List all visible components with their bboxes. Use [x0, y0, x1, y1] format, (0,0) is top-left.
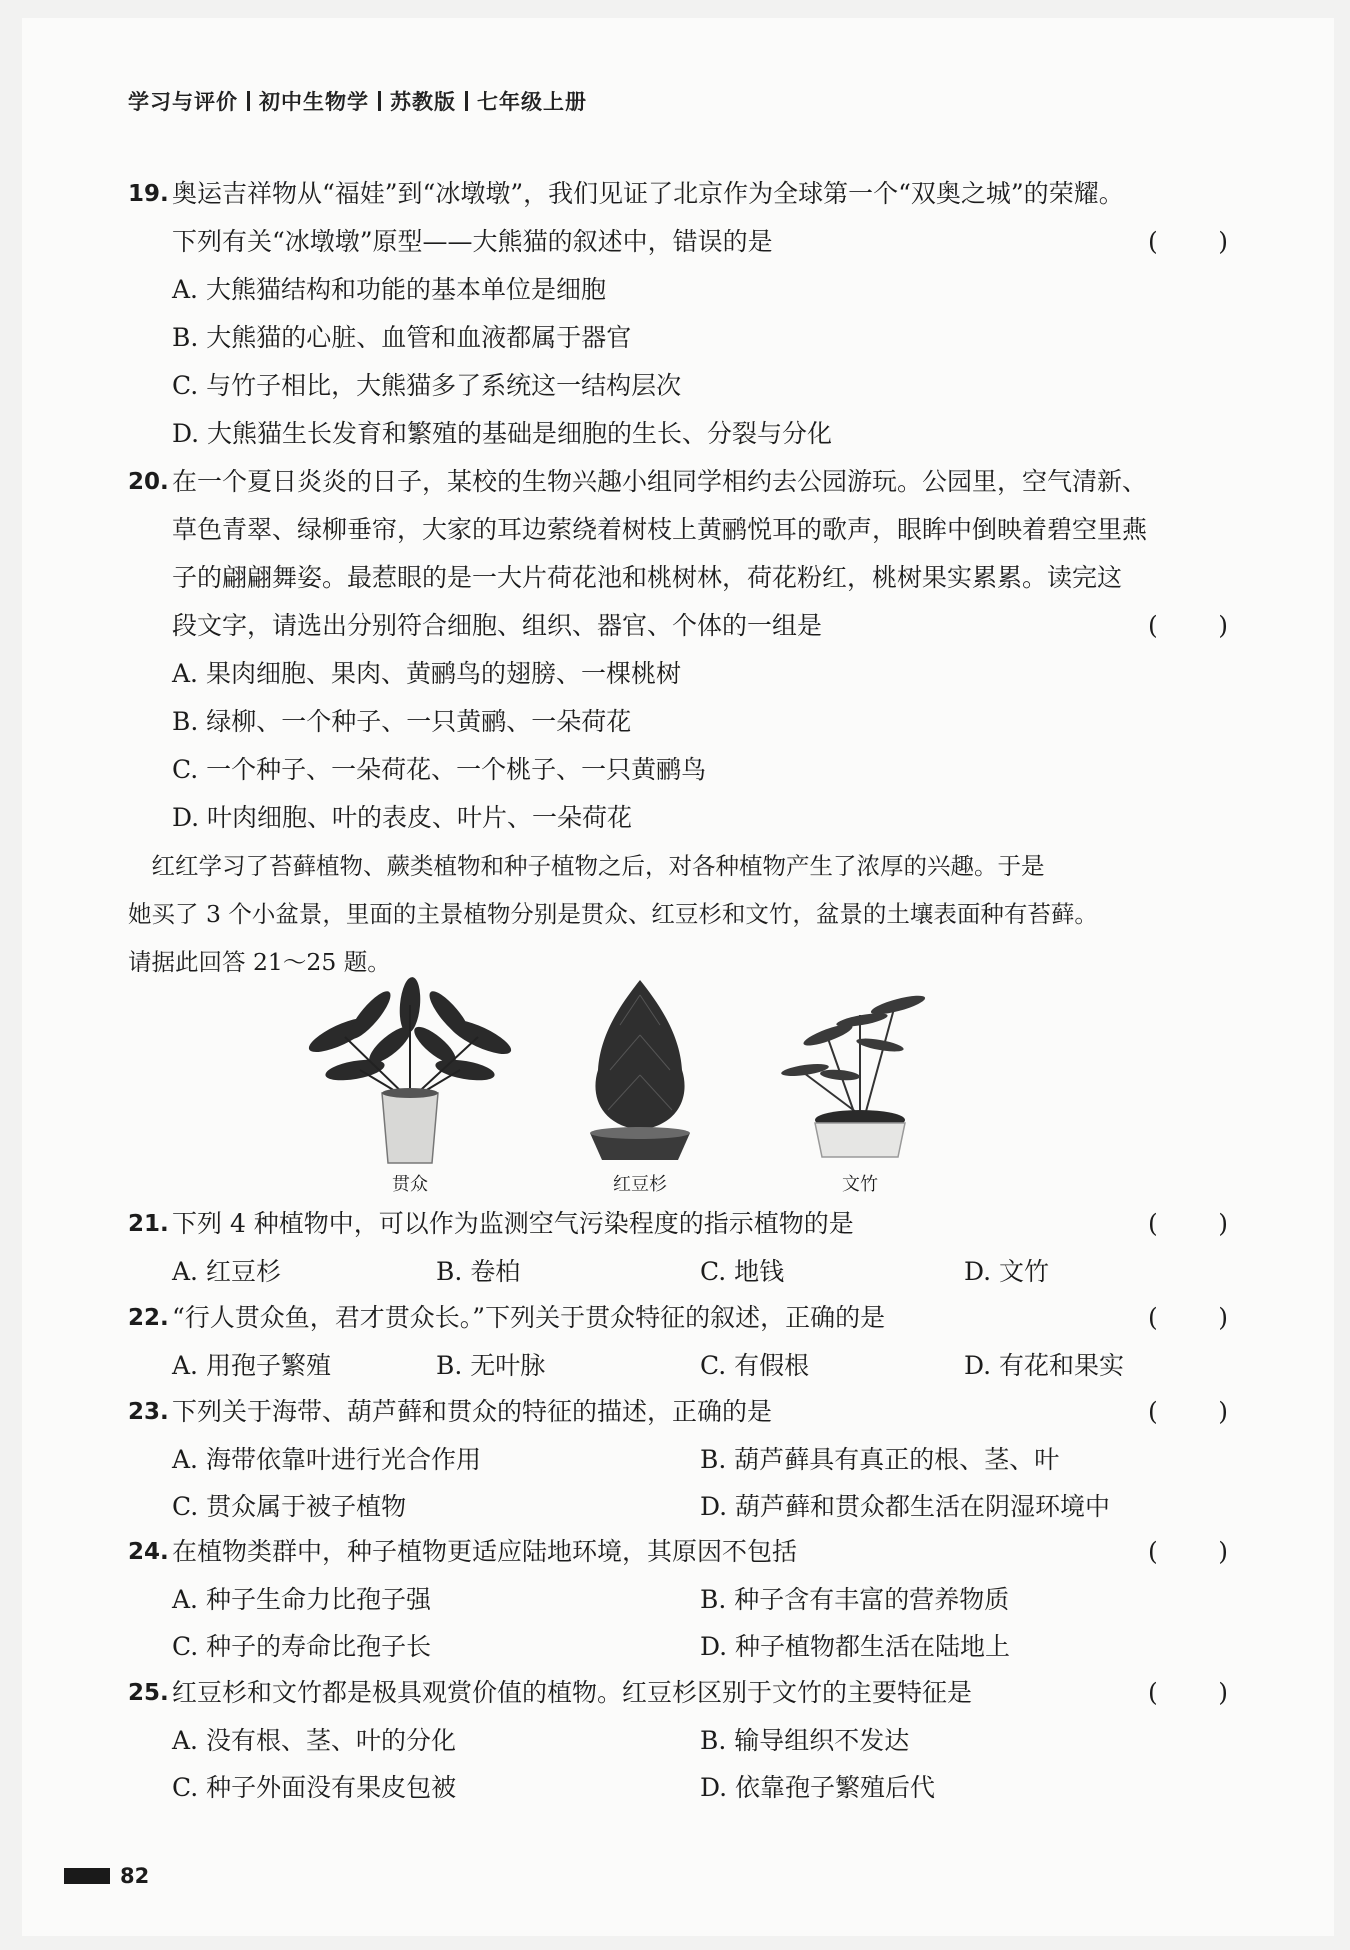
- answer-blank[interactable]: ( ): [1148, 1303, 1228, 1332]
- options-row: [128, 1764, 1228, 1811]
- option-a[interactable]: A. 红豆杉: [172, 1257, 281, 1286]
- option-d[interactable]: D. 葫芦藓和贯众都生活在阴湿环境中: [700, 1492, 1111, 1521]
- options-row: [128, 1717, 1228, 1764]
- figure-wenzhu: [780, 975, 940, 1195]
- question-stem: [128, 458, 1228, 650]
- header-separator: [247, 91, 250, 111]
- option-b[interactable]: B. 无叶脉: [436, 1351, 546, 1380]
- stem-line: 下列关于海带、葫芦藓和贯众的特征的描述，正确的是: [172, 1397, 773, 1426]
- option-d[interactable]: D. 叶肉细胞、叶的表皮、叶片、一朵荷花: [172, 803, 633, 832]
- options-row: [128, 1623, 1228, 1670]
- stem-line: 子的翩翩舞姿。最惹眼的是一大片荷花池和桃树林，荷花粉红，桃树果实累累。读完这: [172, 563, 1123, 592]
- plant-figures: [300, 975, 1060, 1197]
- reading-passage: [128, 842, 1228, 986]
- option-d[interactable]: D. 文竹: [964, 1257, 1050, 1286]
- option-c[interactable]: C. 种子外面没有果皮包被: [172, 1773, 457, 1802]
- options: [128, 266, 1228, 458]
- question-21: [128, 1200, 1228, 1296]
- stem-line: “行人贯众鱼，君才贯众长。”下列关于贯众特征的叙述，正确的是: [172, 1303, 886, 1332]
- options: [128, 1342, 1228, 1390]
- header-grade: 七年级上册: [477, 90, 587, 114]
- header-subject: 初中生物学: [259, 90, 369, 114]
- question-19: [128, 170, 1228, 458]
- question-number: 19.: [128, 181, 169, 207]
- question-22: [128, 1294, 1228, 1390]
- stem-line: 草色青翠、绿柳垂帘，大家的耳边萦绕着树枝上黄鹂悦耳的歌声，眼眸中倒映着碧空里燕: [172, 515, 1148, 544]
- options-row: [128, 1483, 1228, 1530]
- answer-blank[interactable]: ( ): [1148, 1678, 1228, 1707]
- header-separator: [378, 91, 381, 111]
- header-book: 学习与评价: [128, 90, 238, 114]
- option-d[interactable]: D. 有花和果实: [964, 1351, 1125, 1380]
- question-25: [128, 1669, 1228, 1811]
- caption: 红豆杉: [613, 1174, 667, 1195]
- passage-line: 她买了 3 个小盆景，里面的主景植物分别是贯众、红豆杉和文竹，盆景的土壤表面种有苔藓。: [128, 900, 1098, 928]
- running-header: [128, 86, 587, 116]
- stem-line: 下列有关“冰墩墩”原型——大熊猫的叙述中，错误的是: [172, 227, 773, 256]
- potted-asparagus-fern-image: [780, 975, 940, 1165]
- option-b[interactable]: B. 卷柏: [436, 1257, 521, 1286]
- stem-line: 在植物类群中，种子植物更适应陆地环境，其原因不包括: [172, 1537, 798, 1566]
- option-a[interactable]: A. 海带依靠叶进行光合作用: [172, 1445, 481, 1474]
- header-separator: [465, 91, 468, 111]
- stem-line: 段文字，请选出分别符合细胞、组织、器官、个体的一组是: [172, 611, 823, 640]
- options: [128, 650, 1228, 842]
- question-24: [128, 1528, 1228, 1670]
- potted-fern-image: [300, 975, 520, 1165]
- option-c[interactable]: C. 有假根: [700, 1351, 810, 1380]
- option-b[interactable]: B. 大熊猫的心脏、血管和血液都属于器官: [172, 323, 632, 352]
- stem-line: 在一个夏日炎炎的日子，某校的生物兴趣小组同学相约去公园游玩。公园里，空气清新、: [172, 467, 1148, 496]
- options-row: [128, 1436, 1228, 1483]
- question-number: 21.: [128, 1211, 169, 1237]
- option-a[interactable]: A. 果肉细胞、果肉、黄鹂鸟的翅膀、一棵桃树: [172, 659, 681, 688]
- page-marker-bar: [64, 1868, 110, 1884]
- option-d[interactable]: D. 大熊猫生长发育和繁殖的基础是细胞的生长、分裂与分化: [172, 419, 833, 448]
- option-a[interactable]: A. 大熊猫结构和功能的基本单位是细胞: [172, 275, 606, 304]
- options: [128, 1248, 1228, 1296]
- potted-yew-image: [560, 975, 720, 1165]
- page-footer: [64, 1864, 149, 1888]
- question-stem: [128, 1200, 1228, 1248]
- stem-line: 下列 4 种植物中，可以作为监测空气污染程度的指示植物的是: [172, 1209, 854, 1238]
- option-b[interactable]: B. 绿柳、一个种子、一只黄鹂、一朵荷花: [172, 707, 632, 736]
- option-c[interactable]: C. 一个种子、一朵荷花、一个桃子、一只黄鹂鸟: [172, 755, 707, 784]
- answer-blank[interactable]: ( ): [1148, 227, 1228, 256]
- stem-line: 红豆杉和文竹都是极具观赏价值的植物。红豆杉区别于文竹的主要特征是: [172, 1678, 973, 1707]
- question-stem: [128, 1528, 1228, 1576]
- option-c[interactable]: C. 种子的寿命比孢子长: [172, 1632, 432, 1661]
- answer-blank[interactable]: ( ): [1148, 1209, 1228, 1238]
- option-c[interactable]: C. 地钱: [700, 1257, 785, 1286]
- page-number: 82: [120, 1864, 150, 1888]
- option-b[interactable]: B. 葫芦藓具有真正的根、茎、叶: [700, 1445, 1060, 1474]
- figure-hongdoushan: [560, 975, 720, 1195]
- figure-guanzhong: [300, 975, 520, 1195]
- question-number: 22.: [128, 1305, 169, 1331]
- option-b[interactable]: B. 输导组织不发达: [700, 1726, 910, 1755]
- question-23: [128, 1388, 1228, 1530]
- question-20: [128, 458, 1228, 842]
- question-number: 24.: [128, 1539, 169, 1565]
- stem-line: 奥运吉祥物从“福娃”到“冰墩墩”，我们见证了北京作为全球第一个“双奥之城”的荣耀。: [172, 179, 1124, 208]
- question-number: 23.: [128, 1399, 169, 1425]
- answer-blank[interactable]: ( ): [1148, 611, 1228, 640]
- caption: 文竹: [842, 1174, 878, 1195]
- option-a[interactable]: A. 没有根、茎、叶的分化: [172, 1726, 456, 1755]
- answer-blank[interactable]: ( ): [1148, 1537, 1228, 1566]
- option-d[interactable]: D. 依靠孢子繁殖后代: [700, 1773, 936, 1802]
- header-edition: 苏教版: [390, 90, 456, 114]
- passage-line: 请据此回答 21～25 题。: [128, 948, 391, 976]
- option-a[interactable]: A. 种子生命力比孢子强: [172, 1585, 431, 1614]
- question-stem: [128, 1294, 1228, 1342]
- option-c[interactable]: C. 贯众属于被子植物: [172, 1492, 407, 1521]
- passage-line: 红红学习了苔藓植物、蕨类植物和种子植物之后，对各种植物产生了浓厚的兴趣。于是: [128, 852, 1045, 880]
- answer-blank[interactable]: ( ): [1148, 1397, 1228, 1426]
- question-stem: [128, 170, 1228, 266]
- caption: 贯众: [392, 1174, 428, 1195]
- question-number: 25.: [128, 1680, 169, 1706]
- question-stem: [128, 1388, 1228, 1436]
- question-stem: [128, 1669, 1228, 1717]
- option-c[interactable]: C. 与竹子相比，大熊猫多了系统这一结构层次: [172, 371, 682, 400]
- options-row: [128, 1576, 1228, 1623]
- option-d[interactable]: D. 种子植物都生活在陆地上: [700, 1632, 1011, 1661]
- question-number: 20.: [128, 469, 169, 495]
- option-b[interactable]: B. 种子含有丰富的营养物质: [700, 1585, 1010, 1614]
- option-a[interactable]: A. 用孢子繁殖: [172, 1351, 331, 1380]
